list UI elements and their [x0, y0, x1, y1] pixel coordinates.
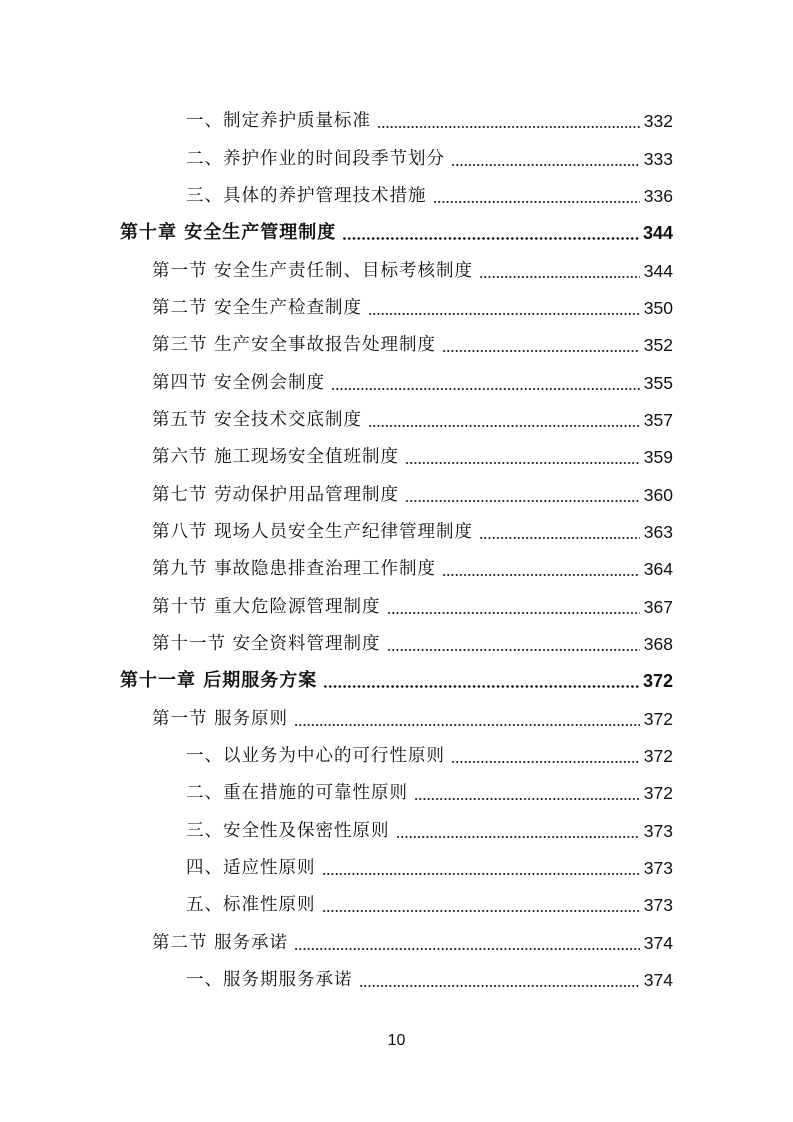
toc-entry-page: 359: [643, 447, 673, 468]
toc-dot-leader: [331, 388, 640, 390]
toc-entry[interactable]: [0, 885, 793, 922]
toc-dot-leader: [322, 910, 640, 912]
toc-entry-title: 第五节 安全技术交底制度: [152, 409, 363, 430]
toc-entry-page: 373: [643, 820, 673, 841]
toc-dot-leader: [294, 724, 640, 726]
toc-entry-page: 373: [643, 857, 673, 878]
toc-entry-title: 第十章 安全生产管理制度: [120, 222, 337, 244]
toc-entry-title: 第八节 现场人员安全生产纪律管理制度: [152, 521, 474, 542]
toc-entry-page: 350: [643, 297, 673, 318]
toc-entry-page: 372: [643, 783, 673, 804]
toc-entry[interactable]: [0, 549, 793, 586]
toc-entry-title: 一、服务期服务承诺: [186, 969, 353, 990]
toc-entry[interactable]: [0, 325, 793, 362]
toc-entry-page: 355: [643, 372, 673, 393]
toc-dot-leader: [294, 948, 640, 950]
toc-dot-leader: [405, 500, 640, 502]
page-number: 10: [387, 1032, 406, 1049]
toc-dot-leader: [442, 350, 640, 352]
toc-dot-leader: [368, 313, 640, 315]
toc-entry-page: 332: [643, 111, 673, 132]
toc-entry[interactable]: [0, 661, 793, 698]
toc-dot-leader: [323, 685, 639, 688]
toc-entry-title: 第九节 事故隐患排查治理工作制度: [152, 559, 437, 580]
toc-dot-leader: [433, 201, 640, 203]
toc-entry-page: 363: [643, 521, 673, 542]
toc-entry-page: 372: [643, 745, 673, 766]
toc-entry-title: 第七节 劳动保护用品管理制度: [152, 484, 400, 505]
toc-entry-title: 第二节 服务承诺: [152, 932, 289, 953]
toc-entry-page: 372: [643, 708, 673, 729]
toc-entry-page: 374: [643, 969, 673, 990]
toc-dot-leader: [387, 649, 640, 651]
toc-dot-leader: [387, 612, 640, 614]
toc-entry[interactable]: [0, 736, 793, 773]
toc-entry-title: 五、标准性原则: [186, 895, 316, 916]
toc-entry[interactable]: [0, 810, 793, 847]
toc-entry-page: 333: [643, 148, 673, 169]
toc-entry[interactable]: [0, 624, 793, 661]
toc-entry-title: 第三节 生产安全事故报告处理制度: [152, 335, 437, 356]
toc-dot-leader: [414, 798, 640, 800]
toc-dot-leader: [479, 537, 640, 539]
toc-entry-title: 第四节 安全例会制度: [152, 372, 326, 393]
toc-entry[interactable]: [0, 288, 793, 325]
toc-entry[interactable]: [0, 922, 793, 959]
toc-entry-page: 344: [642, 223, 673, 244]
toc-entry-title: 一、制定养护质量标准: [186, 111, 371, 132]
toc-entry-title: 第十节 重大危险源管理制度: [152, 596, 381, 617]
toc-entry-title: 第十一章 后期服务方案: [120, 670, 318, 692]
toc-entry-page: 352: [643, 335, 673, 356]
toc-entry-title: 第一节 服务原则: [152, 708, 289, 729]
toc-dot-leader: [342, 237, 639, 240]
toc-entry[interactable]: [0, 138, 793, 175]
toc-dot-leader: [359, 985, 640, 987]
toc-entry-title: 四、适应性原则: [186, 857, 316, 878]
toc-entry[interactable]: [0, 101, 793, 138]
toc-entry[interactable]: [0, 176, 793, 213]
table-of-contents: [0, 101, 793, 997]
toc-dot-leader: [377, 126, 640, 128]
toc-entry[interactable]: [0, 400, 793, 437]
toc-dot-leader: [368, 425, 640, 427]
toc-entry[interactable]: [0, 437, 793, 474]
toc-entry-title: 二、养护作业的时间段季节划分: [186, 148, 445, 169]
toc-entry-title: 第一节 安全生产责任制、目标考核制度: [152, 260, 474, 281]
toc-dot-leader: [405, 462, 640, 464]
toc-entry-page: 374: [643, 932, 673, 953]
toc-entry-page: 364: [643, 559, 673, 580]
toc-entry-page: 336: [643, 185, 673, 206]
toc-entry-page: 344: [643, 260, 673, 281]
toc-entry[interactable]: [0, 848, 793, 885]
toc-dot-leader: [396, 836, 640, 838]
toc-entry[interactable]: [0, 773, 793, 810]
toc-entry-title: 一、以业务为中心的可行性原则: [186, 745, 445, 766]
toc-entry-page: 368: [643, 633, 673, 654]
toc-entry-title: 二、重在措施的可靠性原则: [186, 783, 408, 804]
toc-dot-leader: [479, 276, 640, 278]
toc-dot-leader: [451, 164, 640, 166]
toc-entry-title: 第十一节 安全资料管理制度: [152, 633, 381, 654]
toc-entry-page: 360: [643, 484, 673, 505]
toc-dot-leader: [451, 761, 640, 763]
toc-entry[interactable]: [0, 698, 793, 735]
toc-entry[interactable]: [0, 362, 793, 399]
toc-entry-page: 372: [642, 671, 673, 692]
toc-entry-title: 第二节 安全生产检查制度: [152, 297, 363, 318]
toc-dot-leader: [442, 574, 640, 576]
toc-entry-page: 367: [643, 596, 673, 617]
toc-entry[interactable]: [0, 250, 793, 287]
toc-entry[interactable]: [0, 512, 793, 549]
toc-entry-title: 三、安全性及保密性原则: [186, 820, 390, 841]
toc-entry[interactable]: [0, 960, 793, 997]
toc-entry-page: 373: [643, 895, 673, 916]
toc-entry-page: 357: [643, 409, 673, 430]
toc-entry-title: 第六节 施工现场安全值班制度: [152, 447, 400, 468]
toc-entry[interactable]: [0, 586, 793, 623]
toc-entry-title: 三、具体的养护管理技术措施: [186, 185, 427, 206]
toc-dot-leader: [322, 873, 640, 875]
toc-entry[interactable]: [0, 213, 793, 250]
toc-entry[interactable]: [0, 474, 793, 511]
